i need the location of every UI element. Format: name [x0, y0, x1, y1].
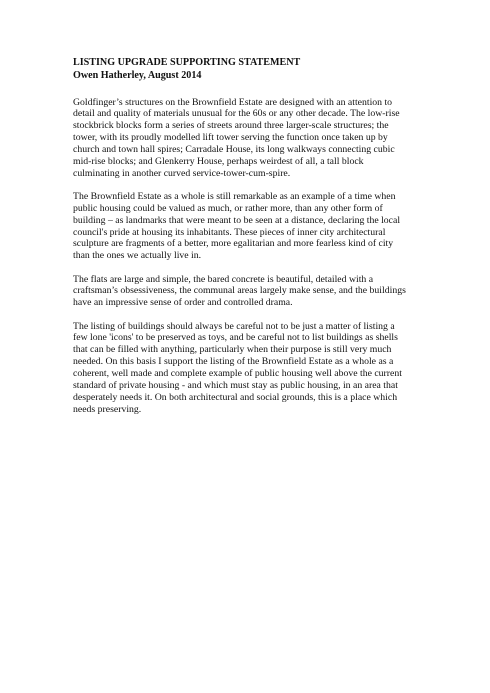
- paragraph-line: standard of private housing - and which must stay as public housing, in an area that: [73, 379, 398, 391]
- paragraph-line: The listing of buildings should always be careful not to be just a matter of listing a: [73, 320, 395, 332]
- paragraph-line: The Brownfield Estate as a whole is still remarkable as an example of a time when: [73, 191, 396, 202]
- paragraph-line: than the ones we actually live in.: [73, 250, 202, 262]
- paragraph-line: needs preserving.: [73, 403, 142, 415]
- paragraph-line: craftsman’s obsessiveness, the communal areas largely make sense, and the buildings: [73, 285, 406, 297]
- paragraph-line: sculpture are fragments of a better, more egalitarian and more fearless kind of city: [73, 238, 394, 250]
- paragraph-line: The flats are large and simple, the bared concrete is beautiful, detailed with a: [73, 273, 374, 285]
- paragraph-line: detail and quality of materials unusual for the 60s or any other decade. The low-rise: [73, 108, 400, 120]
- paragraph-line: stockbrick blocks form a series of streets around three larger-scale structures; the: [73, 120, 389, 132]
- paragraph-estate-remarkable: [73, 191, 418, 262]
- paragraph-line: tower, with its proudly modelled lift tower serving the function once taken up by: [73, 132, 388, 144]
- paragraph-line: council's pride at housing its inhabitants. These pieces of inner city architectural: [73, 226, 386, 238]
- paragraph-line: Goldfinger’s structures on the Brownfield Estate are designed with an attention to: [73, 96, 393, 108]
- paragraph-line: desperately needs it. On both architectural and social grounds, this is a place which: [73, 391, 398, 403]
- paragraph-line: culminating in another curved service-tower-cum-spire.: [73, 167, 291, 179]
- paragraph-line: public housing could be valued as much, or rather more, than any other form of: [73, 202, 383, 214]
- document-title: LISTING UPGRADE SUPPORTING STATEMENT: [73, 57, 301, 68]
- paragraph-line: church and town hall spires; Carradale House, its long walkways connecting cubic: [73, 143, 395, 155]
- document-byline: Owen Hatherley, August 2014: [73, 69, 202, 81]
- paragraph-listing-support: [73, 321, 418, 416]
- paragraph-flats-description: [73, 274, 418, 310]
- paragraph-line: mid-rise blocks; and Glenkerry House, perhaps weirdest of all, a tall block: [73, 155, 364, 167]
- paragraph-line: needed. On this basis I support the listing of the Brownfield Estate as a whole as a: [73, 356, 394, 368]
- paragraph-line: that can be filled with anything, particularly when their purpose is still very much: [73, 344, 392, 356]
- paragraph-line: building – as landmarks that were meant to be seen at a distance, declaring the local: [73, 214, 401, 226]
- document-body: [73, 57, 418, 415]
- paragraph-goldfinger-structures: [73, 97, 418, 180]
- paragraph-line: have an impressive sense of order and controlled drama.: [73, 297, 293, 309]
- paragraph-line: coherent, well made and complete example of public housing well above the current: [73, 367, 402, 379]
- paragraph-line: few lone 'icons' to be preserved as toys, and be careful not to list buildings as shells: [73, 332, 398, 344]
